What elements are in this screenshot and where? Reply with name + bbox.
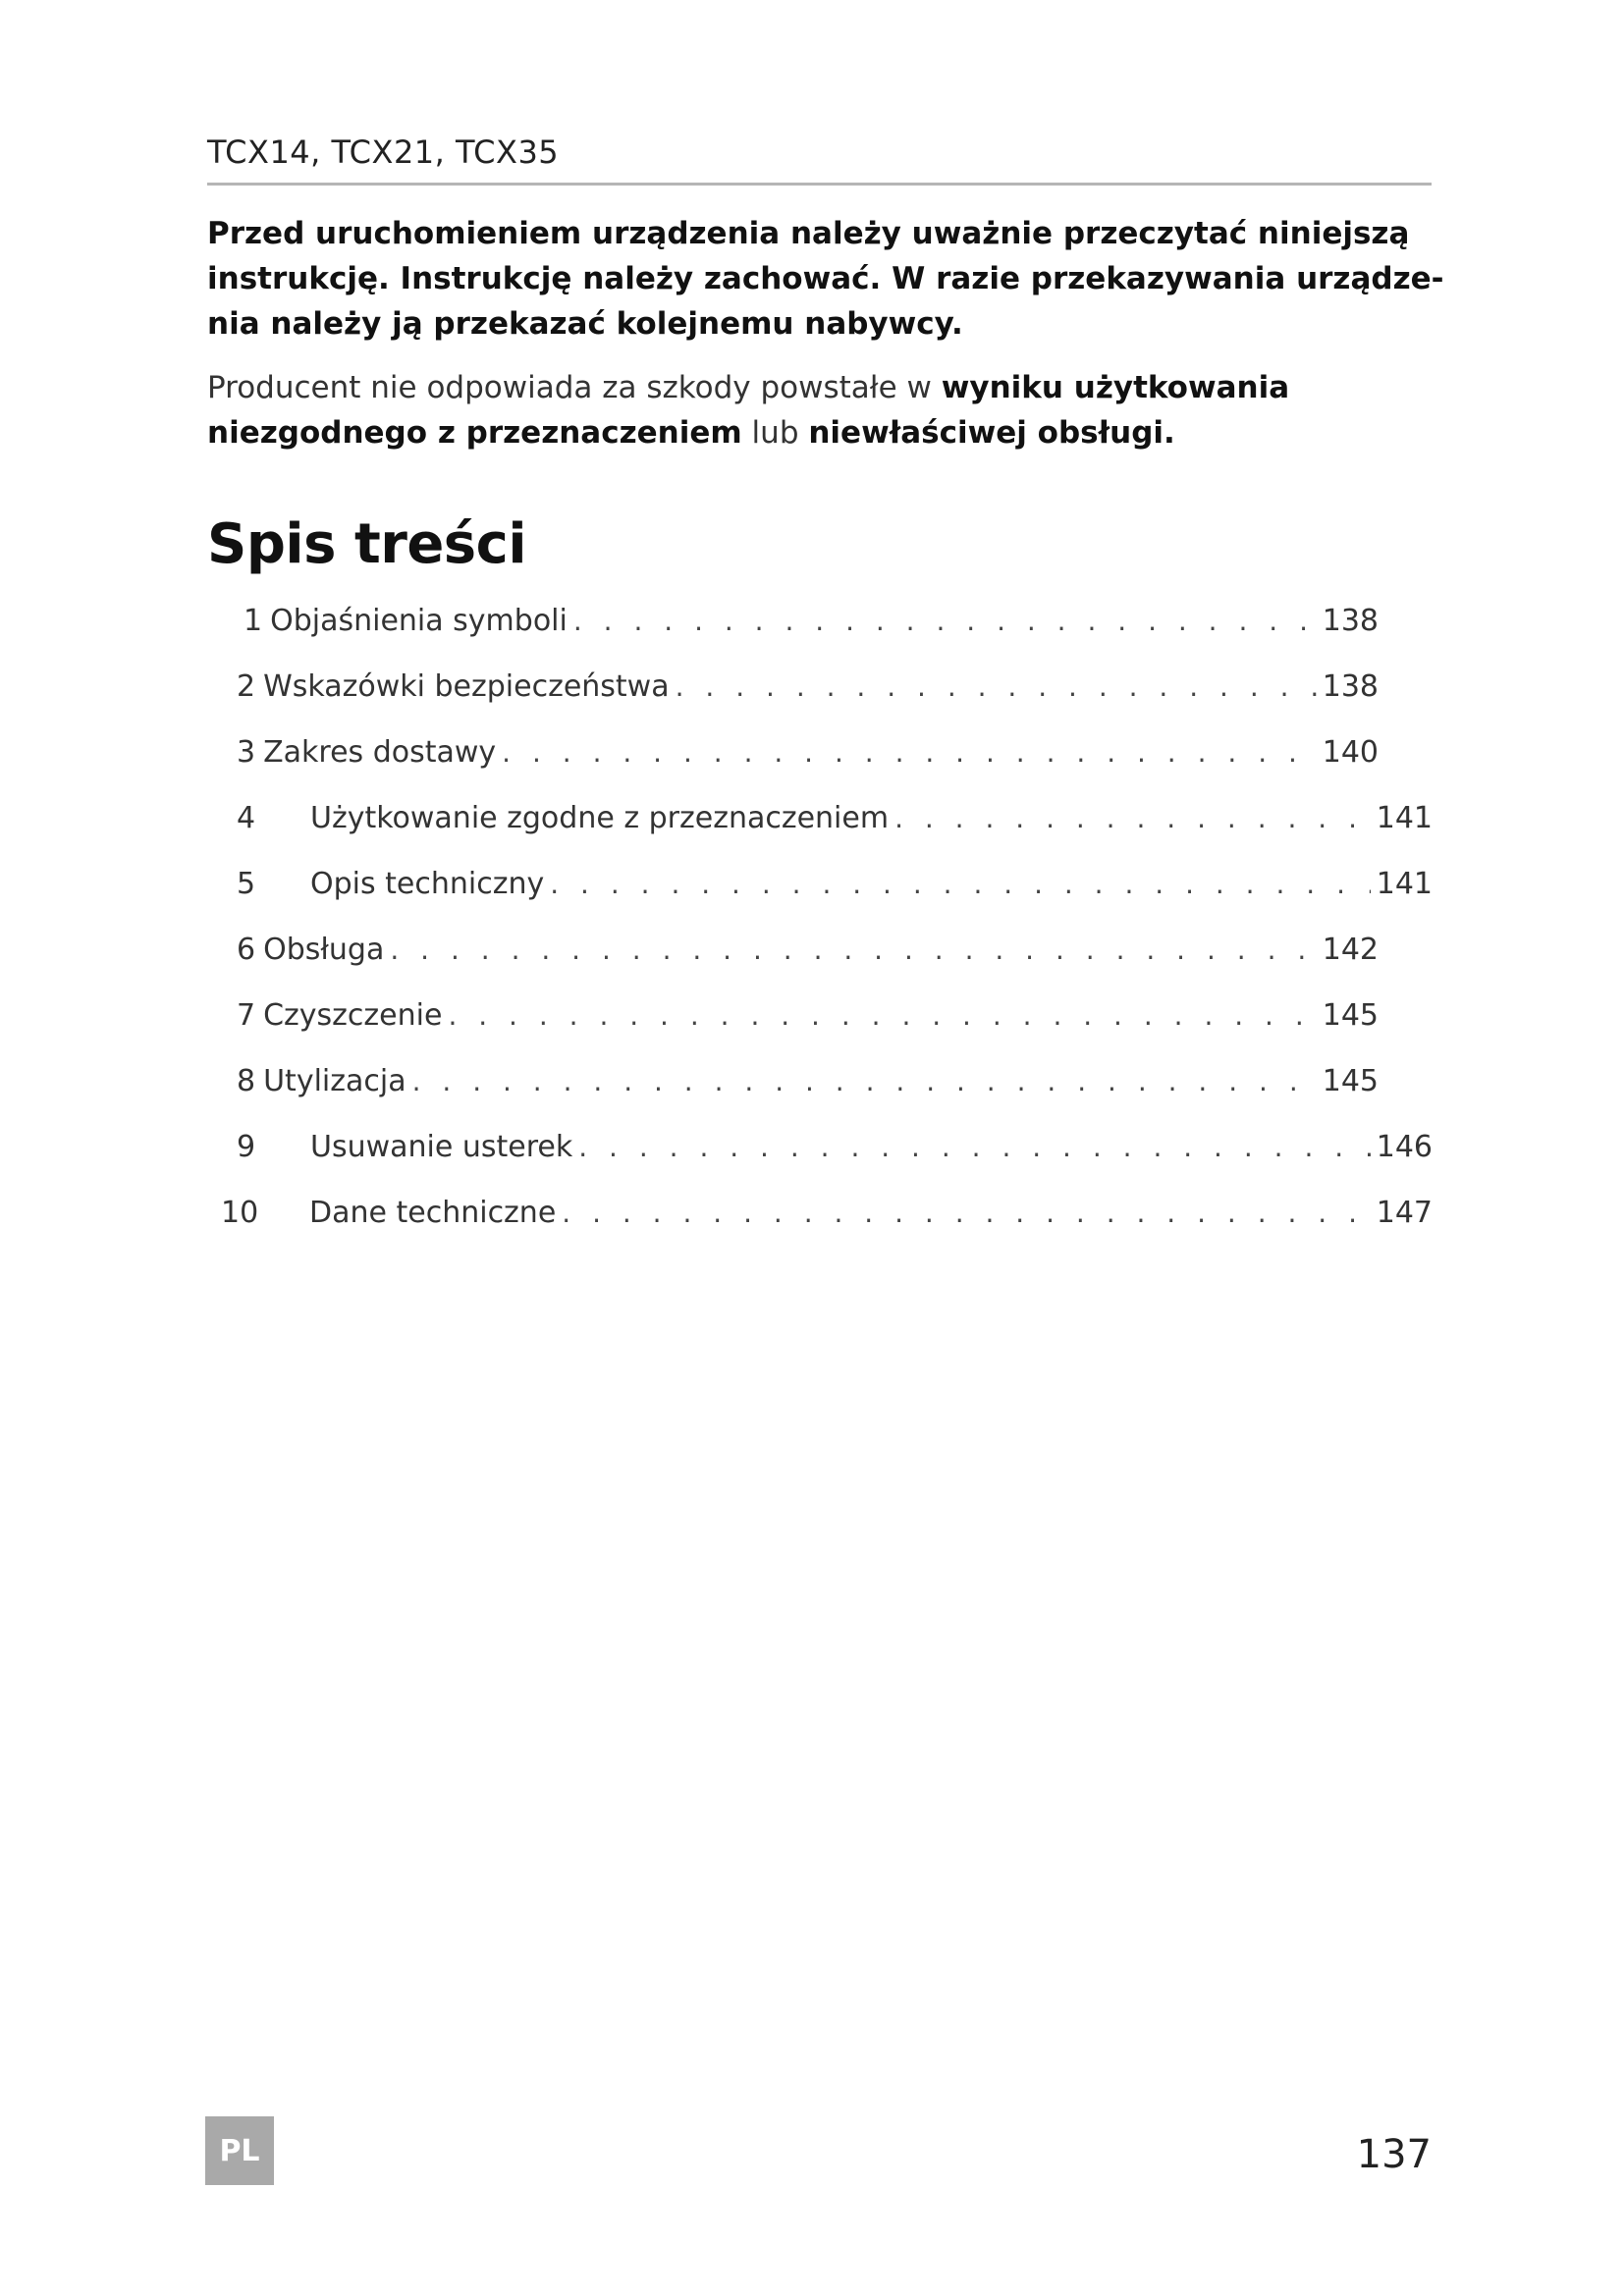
liability-emphasis: wyniku użytkowania	[941, 370, 1290, 405]
toc-entry[interactable]	[237, 1064, 1379, 1107]
toc-entry-label: Objaśnienia symboli	[270, 604, 568, 638]
toc-dot-leader	[390, 934, 1316, 966]
toc-entry-number: 3	[237, 735, 256, 770]
toc-dot-leader	[676, 670, 1317, 703]
toc-entry-page: 145	[1322, 1064, 1379, 1098]
toc-entry[interactable]	[237, 669, 1379, 713]
toc-entry-label: Czyszczenie	[263, 998, 443, 1033]
toc-entry-label: Usuwanie usterek	[310, 1130, 573, 1164]
toc-dot-leader	[550, 868, 1370, 900]
toc-entry-label: Zakres dostawy	[263, 735, 497, 770]
toc-entry-number: 4	[237, 801, 256, 835]
language-badge: PL	[205, 2116, 274, 2185]
toc-entry[interactable]	[221, 1196, 1433, 1239]
toc-entry[interactable]	[237, 998, 1379, 1041]
toc-entry-number: 9	[237, 1130, 256, 1164]
liability-text: lub	[741, 415, 809, 451]
toc-heading: Spis treści	[207, 512, 527, 576]
toc-dot-leader	[448, 999, 1316, 1032]
toc-entry[interactable]	[237, 867, 1433, 910]
toc-dot-leader	[502, 736, 1317, 769]
toc-entry-page: 142	[1322, 933, 1379, 967]
toc-entry[interactable]	[237, 735, 1379, 778]
toc-entry-page: 140	[1322, 735, 1379, 770]
toc-dot-leader	[562, 1197, 1370, 1229]
toc-entry[interactable]	[237, 933, 1379, 976]
warning-line: instrukcję. Instrukcję należy zachować. W razie przekazywania urządze-	[207, 261, 1444, 296]
toc-entry-number: 7	[237, 998, 256, 1033]
toc-entry-number: 10	[221, 1196, 259, 1230]
document-model-header: TCX14, TCX21, TCX35	[207, 133, 560, 171]
toc-entry-page: 141	[1376, 867, 1433, 901]
toc-dot-leader	[573, 605, 1317, 637]
toc-dot-leader	[412, 1065, 1317, 1097]
toc-entry-number: 5	[237, 867, 256, 901]
warning-line: nia należy ją przekazać kolejnemu nabywcy.	[207, 306, 963, 342]
toc-dot-leader	[894, 802, 1371, 834]
toc-entry-page: 141	[1376, 801, 1433, 835]
warning-line: Przed uruchomieniem urządzenia należy uważnie przeczytać niniejszą	[207, 216, 1410, 251]
toc-entry[interactable]	[237, 801, 1433, 844]
liability-text: Producent nie odpowiada za szkody powstałe w	[207, 370, 942, 405]
toc-entry-number: 2	[237, 669, 256, 704]
toc-dot-leader	[578, 1131, 1371, 1163]
page-number: 137	[1356, 2132, 1432, 2177]
liability-emphasis: niewłaściwej obsługi.	[808, 415, 1175, 451]
toc-entry[interactable]	[244, 604, 1379, 647]
toc-entry-label: Opis techniczny	[310, 867, 545, 901]
toc-entry-label: Użytkowanie zgodne z przeznaczeniem	[310, 801, 890, 835]
toc-entry-label: Obsługa	[263, 933, 385, 967]
toc-entry-number: 6	[237, 933, 256, 967]
toc-entry-page: 138	[1322, 669, 1379, 704]
toc-entry-page: 145	[1322, 998, 1379, 1033]
toc-entry-label: Utylizacja	[263, 1064, 406, 1098]
toc-entry-label: Dane techniczne	[309, 1196, 557, 1230]
toc-entry-page: 147	[1376, 1196, 1433, 1230]
toc-entry-label: Wskazówki bezpieczeństwa	[263, 669, 670, 704]
toc-entry-page: 138	[1322, 604, 1379, 638]
liability-emphasis: niezgodnego z przeznaczeniem	[207, 415, 742, 451]
toc-entry-number: 8	[237, 1064, 256, 1098]
toc-entry[interactable]	[237, 1130, 1433, 1173]
toc-entry-page: 146	[1376, 1130, 1433, 1164]
toc-entry-number: 1	[244, 604, 263, 638]
